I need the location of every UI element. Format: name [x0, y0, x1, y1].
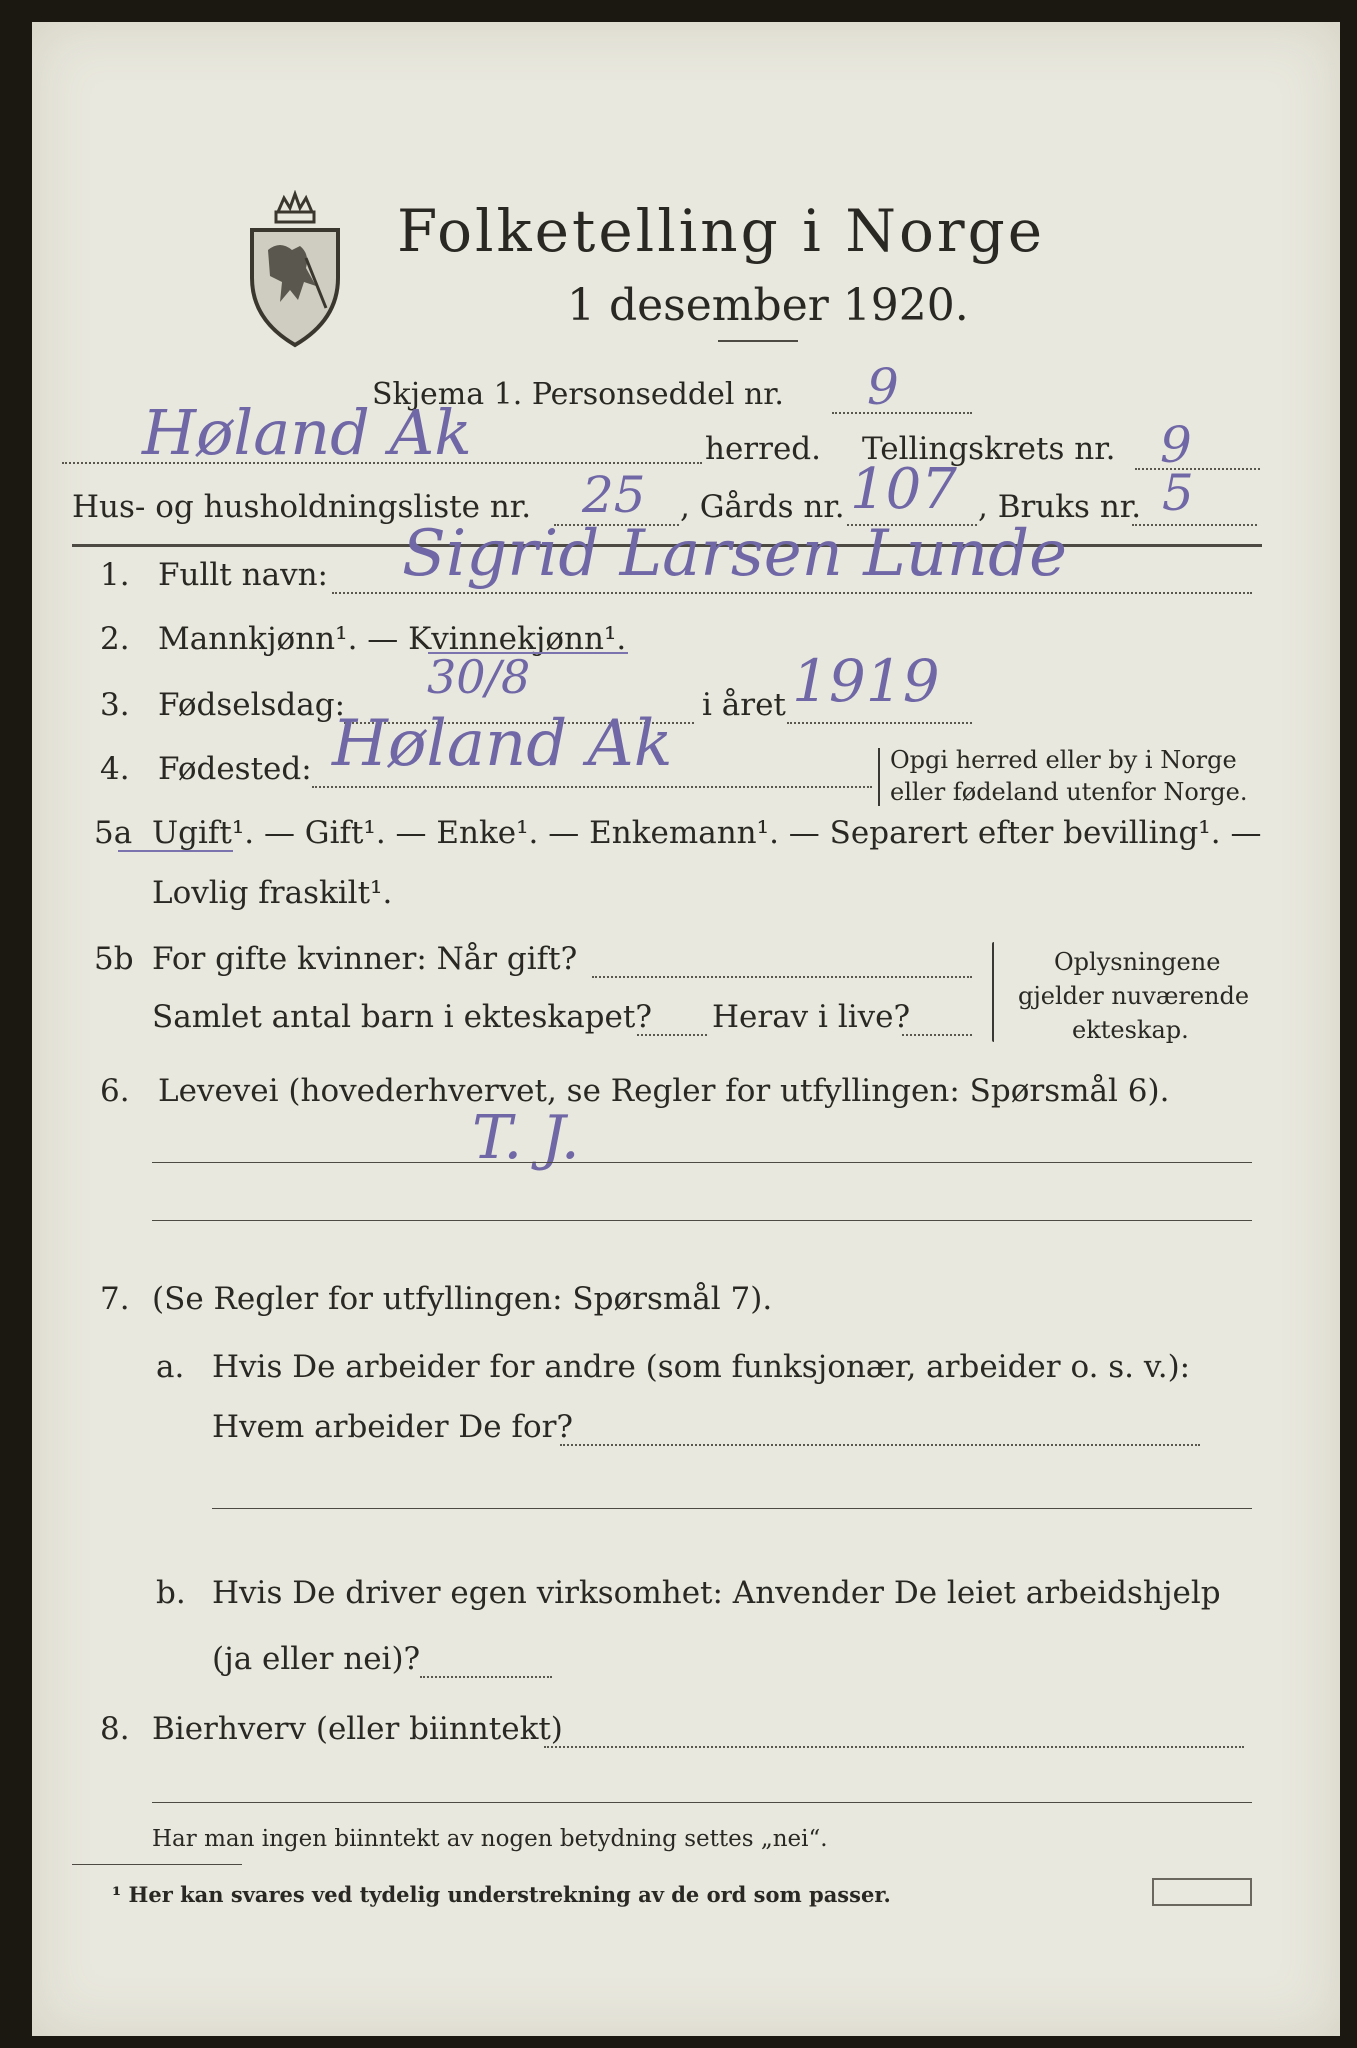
q6-number: 6. — [100, 1073, 130, 1109]
q6-label: Levevei (hovederhvervet, se Regler for utfyllingen: Spørsmål 6). — [158, 1073, 1170, 1109]
q7b-line1: Hvis De driver egen virksomhet: Anvender De leiet arbeidshjelp — [212, 1575, 1221, 1611]
q2-label: Mannkjønn¹. — Kvinnekjønn¹. — [158, 621, 627, 657]
q5b-barn-field-line — [637, 1034, 707, 1036]
hus-value: 25 — [582, 466, 646, 524]
printer-stamp — [1152, 1878, 1252, 1906]
q7b-field-line — [420, 1676, 552, 1678]
q1-label: Fullt navn: — [158, 557, 328, 593]
q7b-letter: b. — [156, 1575, 186, 1611]
q7a-line2: Hvem arbeider De for? — [212, 1409, 574, 1445]
personseddel-field-line — [832, 412, 972, 414]
footnote: ¹ Her kan svares ved tydelig understrekning av de ord som passer. — [112, 1882, 891, 1907]
q7-number: 7. — [100, 1281, 130, 1317]
q6-answer-line2 — [152, 1220, 1252, 1221]
q4-label: Fødested: — [158, 751, 312, 787]
tellingskrets-label: Tellingskrets nr. — [862, 431, 1116, 467]
q8-answer-line — [152, 1802, 1252, 1803]
footnote-rule — [72, 1864, 242, 1865]
form-date: 1 desember 1920. — [567, 280, 969, 331]
q5b-number: 5b — [94, 941, 134, 977]
q7a-field-line — [560, 1444, 1200, 1446]
schema-label: Skjema 1. Personseddel nr. — [372, 377, 784, 412]
q7a-line1: Hvis De arbeider for andre (som funksjonær, arbeider o. s. v.): — [212, 1349, 1191, 1385]
q3-number: 3. — [100, 687, 130, 723]
q3-year-value: 1919 — [792, 647, 940, 715]
gards-value: 107 — [850, 457, 957, 522]
q5a-line2: Lovlig fraskilt¹. — [152, 875, 393, 911]
tellingskrets-field-line — [1135, 468, 1260, 470]
q5b-note2: gjelder nuværende — [1018, 982, 1250, 1010]
q5b-note-brace — [992, 942, 994, 1042]
q3-year-field-line — [787, 722, 972, 724]
q3-year-label: i året — [702, 687, 786, 723]
herred-label: herred. — [705, 431, 821, 467]
q5b-line1: For gifte kvinner: Når gift? — [152, 941, 578, 977]
hus-label: Hus- og husholdningsliste nr. — [72, 489, 532, 525]
q7a-letter: a. — [156, 1349, 185, 1385]
q5a-ugift-underline — [118, 850, 233, 852]
q7a-answer-line — [212, 1508, 1252, 1509]
q8-field-line — [544, 1746, 1244, 1748]
q5a-number: 5a — [94, 815, 133, 851]
q7b-line2: (ja eller nei)? — [212, 1641, 421, 1677]
q4-note-line2: eller fødeland utenfor Norge. — [890, 778, 1248, 806]
q6-value: T. J. — [472, 1103, 580, 1173]
census-form — [32, 22, 1340, 2036]
tellingskrets-value: 9 — [1160, 416, 1192, 474]
q3-label: Fødselsdag: — [158, 687, 346, 723]
bruks-label: , Bruks nr. — [978, 489, 1142, 525]
q4-field-line — [312, 786, 872, 788]
title-divider — [718, 340, 798, 342]
q1-number: 1. — [100, 557, 130, 593]
q4-note-line1: Opgi herred eller by i Norge — [890, 746, 1237, 774]
form-title: Folketelling i Norge — [397, 197, 1046, 265]
q5b-line2b: Herav i live? — [712, 999, 911, 1035]
bruks-value: 5 — [1162, 464, 1194, 522]
bruks-field-line — [1132, 524, 1257, 526]
q4-value: Høland Ak — [332, 707, 673, 781]
q5a-line1: Ugift¹. — Gift¹. — Enke¹. — Enkemann¹. — Separert efter bevilling¹. — — [152, 815, 1262, 851]
q8-note: Har man ingen biinntekt av nogen betydning settes „nei“. — [152, 1826, 828, 1852]
q1-value: Sigrid Larsen Lunde — [402, 517, 1067, 591]
q2-number: 2. — [100, 621, 130, 657]
q8-label: Bierhverv (eller biinntekt) — [152, 1711, 563, 1747]
q4-note-brace — [878, 748, 880, 806]
coat-of-arms-icon — [240, 190, 350, 350]
q5b-note1: Oplysningene — [1054, 948, 1221, 976]
q7-label: (Se Regler for utfyllingen: Spørsmål 7). — [152, 1281, 773, 1317]
herred-value: Høland Ak — [142, 396, 472, 469]
q5b-note3: ekteskap. — [1072, 1016, 1189, 1044]
q6-answer-line1 — [152, 1162, 1252, 1163]
q8-number: 8. — [100, 1711, 130, 1747]
personseddel-value: 9 — [867, 358, 899, 416]
q5b-line2a: Samlet antal barn i ekteskapet? — [152, 999, 652, 1035]
gards-label: , Gårds nr. — [680, 489, 845, 525]
q5b-live-field-line — [902, 1034, 972, 1036]
q4-number: 4. — [100, 751, 130, 787]
q1-field-line — [332, 592, 1252, 594]
q3-day-value: 30/8 — [427, 650, 531, 704]
q5b-nar-gift-field-line — [592, 976, 972, 978]
